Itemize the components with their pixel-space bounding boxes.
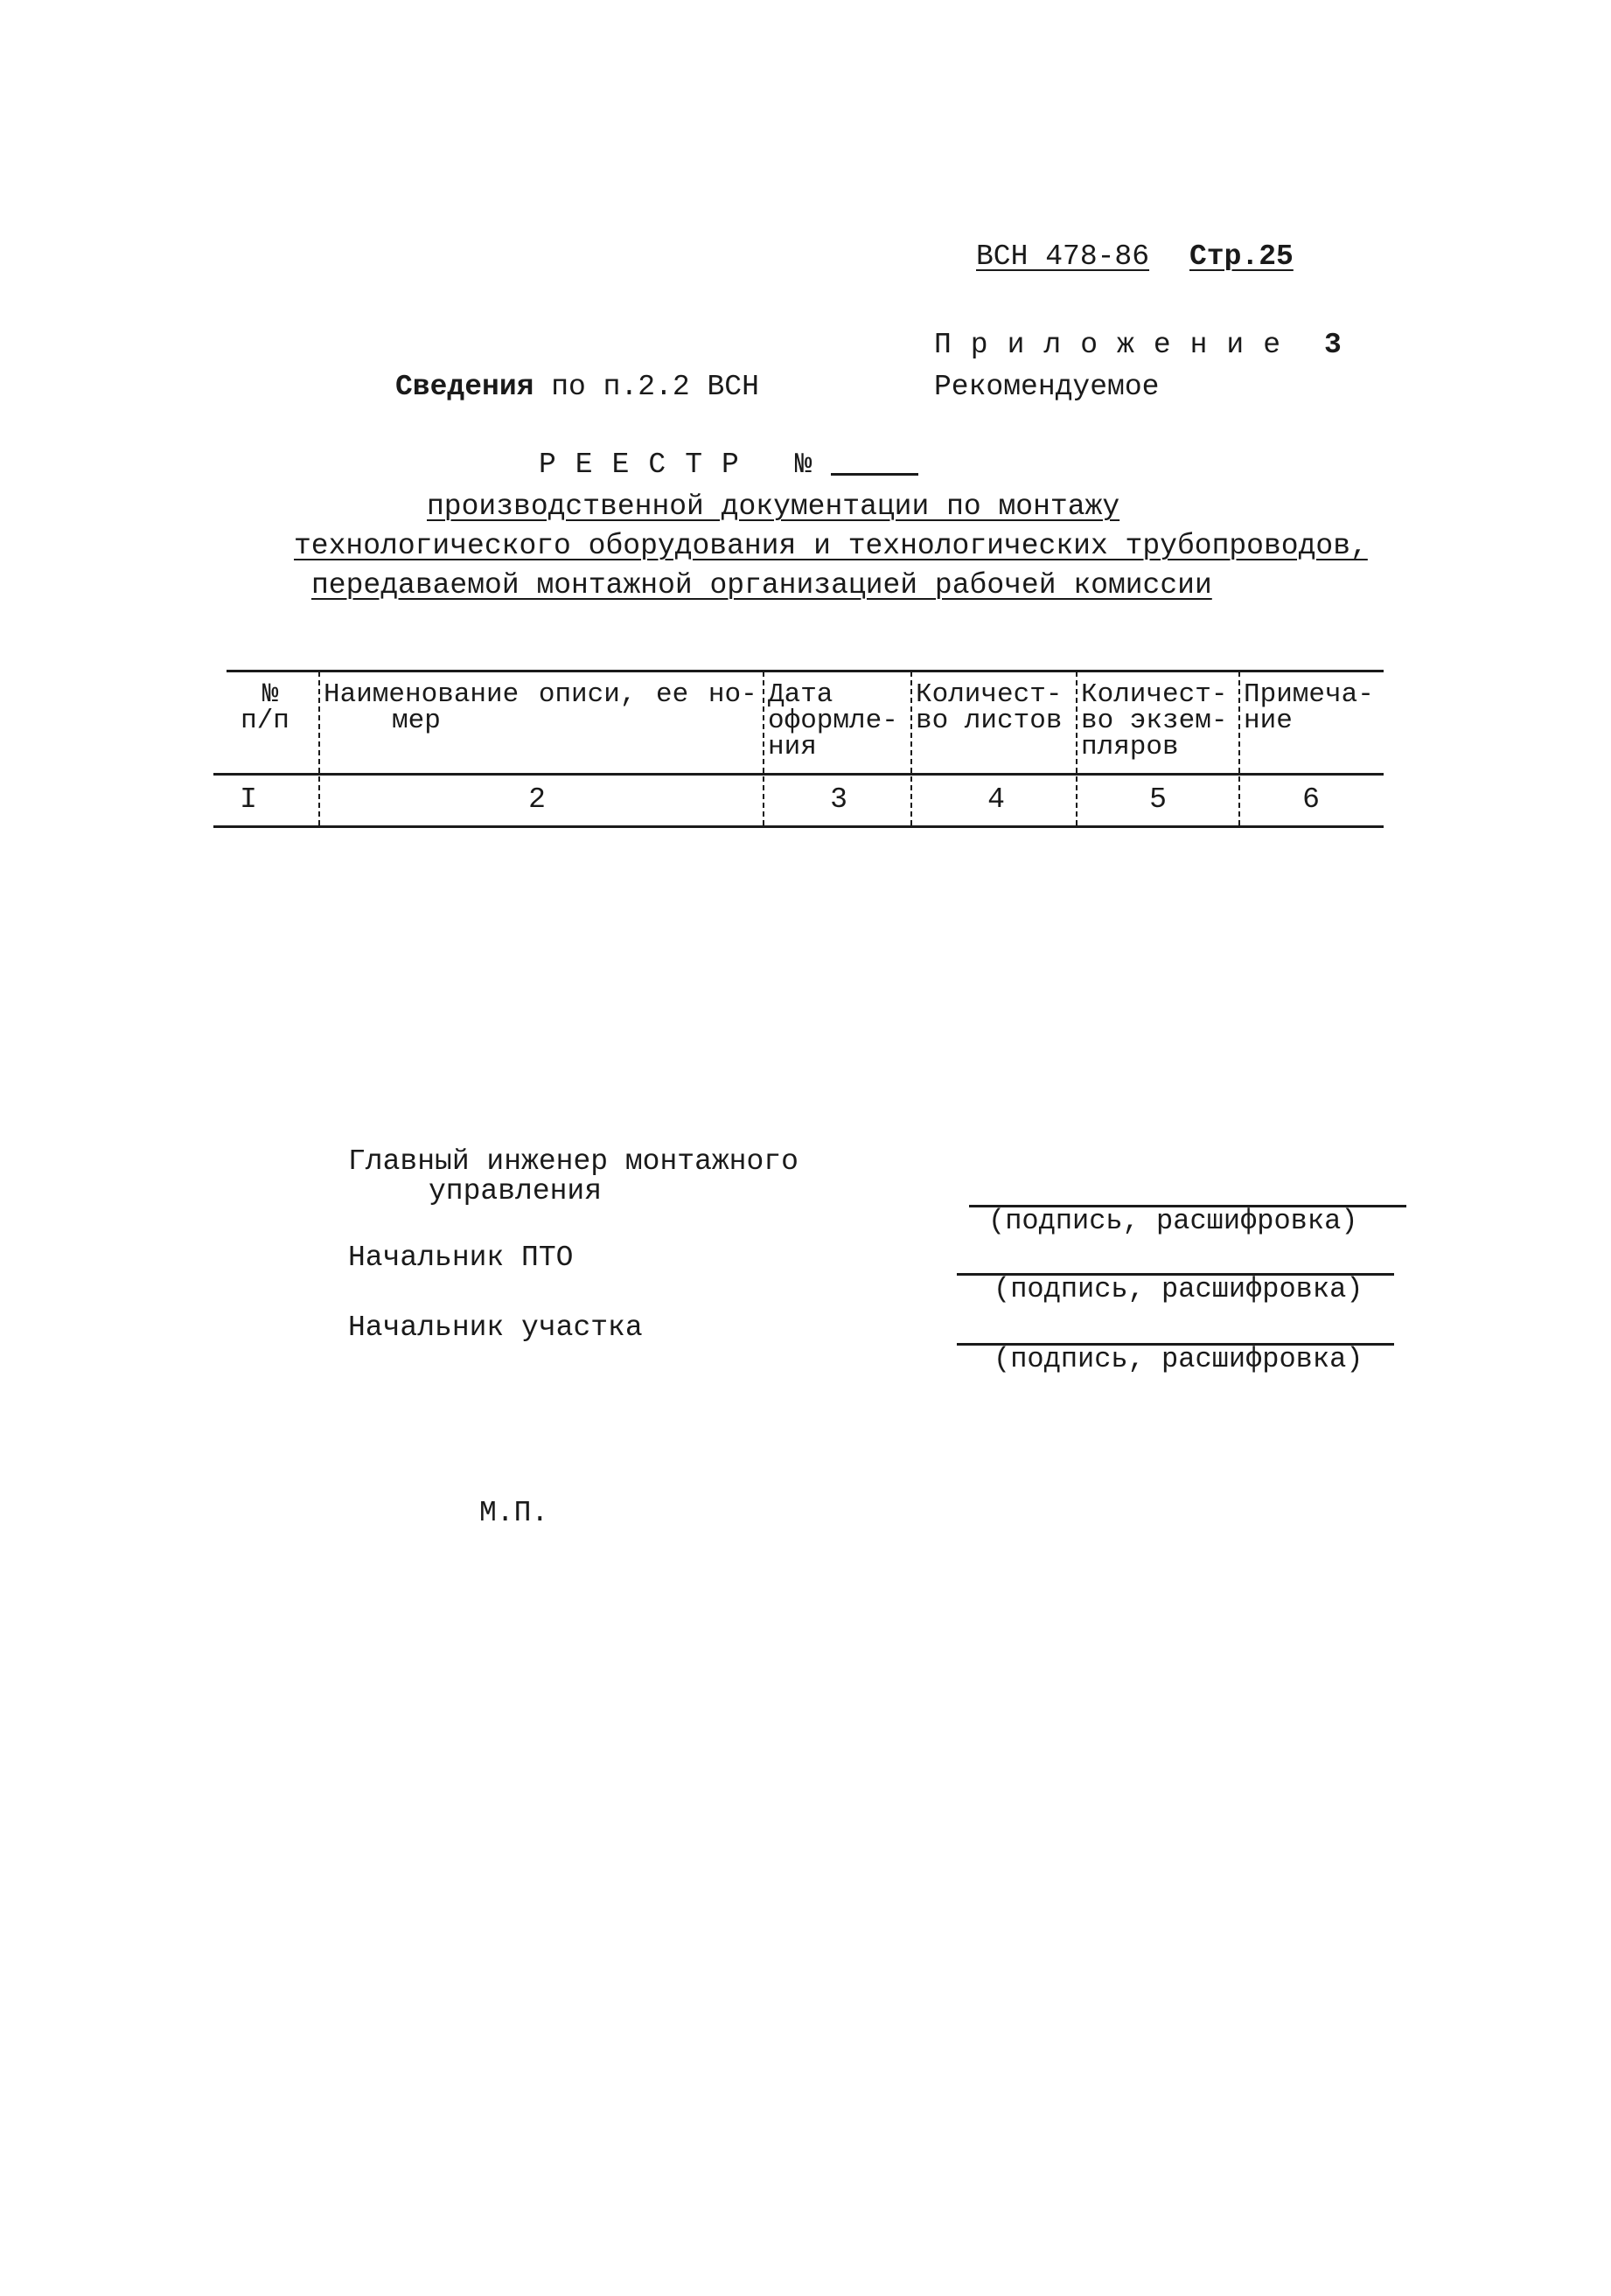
- role-text: управления: [429, 1175, 603, 1207]
- appendix-label: Приложение: [934, 329, 1301, 361]
- registry-table: [213, 670, 1384, 831]
- column-divider: [763, 671, 764, 825]
- column-divider: [1076, 671, 1077, 825]
- header-text: во экзем-: [1081, 706, 1228, 736]
- header-cell-sheets: [916, 679, 1063, 736]
- signature-caption: (подпись, расшифровка): [988, 1205, 1358, 1237]
- registry-number-blank: [831, 473, 918, 476]
- role-site-head: Начальник участка: [348, 1312, 643, 1344]
- header-text: п/п: [241, 706, 289, 736]
- header-cell-date: [768, 679, 898, 762]
- header-text: Дата: [768, 679, 833, 710]
- title-line-2: технологического оборудования и технологических трубопроводов,: [294, 530, 1368, 562]
- registry-label: РЕЕСТР №: [539, 449, 832, 481]
- header-text: мер: [392, 706, 441, 736]
- column-number: 4: [987, 783, 1005, 816]
- header-cell-name: [324, 679, 757, 736]
- column-number: 2: [528, 783, 546, 816]
- header-cell-notes: [1244, 679, 1374, 736]
- header-cell-number: [241, 679, 296, 736]
- header-text: оформле-: [768, 706, 898, 736]
- role-pto-head: Начальник ПТО: [348, 1242, 574, 1274]
- column-number: I: [240, 783, 257, 816]
- header-text: ние: [1244, 706, 1293, 736]
- document-code: ВСН 478-86: [976, 240, 1150, 273]
- info-bold: Сведения: [395, 371, 534, 403]
- header-text: №: [262, 679, 279, 710]
- header-text: Примеча-: [1244, 679, 1374, 710]
- header-text: пляров: [1081, 732, 1179, 762]
- column-divider: [910, 671, 912, 825]
- title-line-1: производственной документации по монтажу: [427, 491, 1120, 523]
- role-text: Главный инженер монтажного: [348, 1145, 799, 1178]
- column-number: 5: [1149, 783, 1167, 816]
- info-rest: по п.2.2 ВСН: [534, 371, 759, 403]
- column-number: 3: [830, 783, 847, 816]
- registry-title: [539, 449, 918, 481]
- header-text: Количест-: [916, 679, 1063, 710]
- header-text: Наименование описи, ее но-: [324, 679, 757, 710]
- role-chief-engineer: [348, 1147, 799, 1207]
- appendix-type: Рекомендуемое: [934, 371, 1160, 403]
- table-bottom-rule: [213, 825, 1384, 828]
- page-number: Стр.25: [1189, 240, 1294, 273]
- signature-caption: (подпись, расшифровка): [994, 1273, 1363, 1305]
- column-divider: [1238, 671, 1240, 825]
- title-line-3: передаваемой монтажной организацией рабочей комиссии: [311, 569, 1212, 602]
- table-top-rule: [227, 670, 1384, 672]
- signature-caption: (подпись, расшифровка): [994, 1343, 1363, 1375]
- appendix-number: 3: [1324, 329, 1342, 361]
- header-text: Количест-: [1081, 679, 1228, 710]
- stamp-place: М.П.: [479, 1497, 549, 1529]
- info-line: [395, 371, 759, 403]
- table-header-rule: [213, 773, 1384, 776]
- header-text: ния: [768, 732, 817, 762]
- column-number: 6: [1302, 783, 1320, 816]
- column-divider: [318, 671, 320, 825]
- header-cell-copies: [1081, 679, 1228, 762]
- header-text: во листов: [916, 706, 1063, 736]
